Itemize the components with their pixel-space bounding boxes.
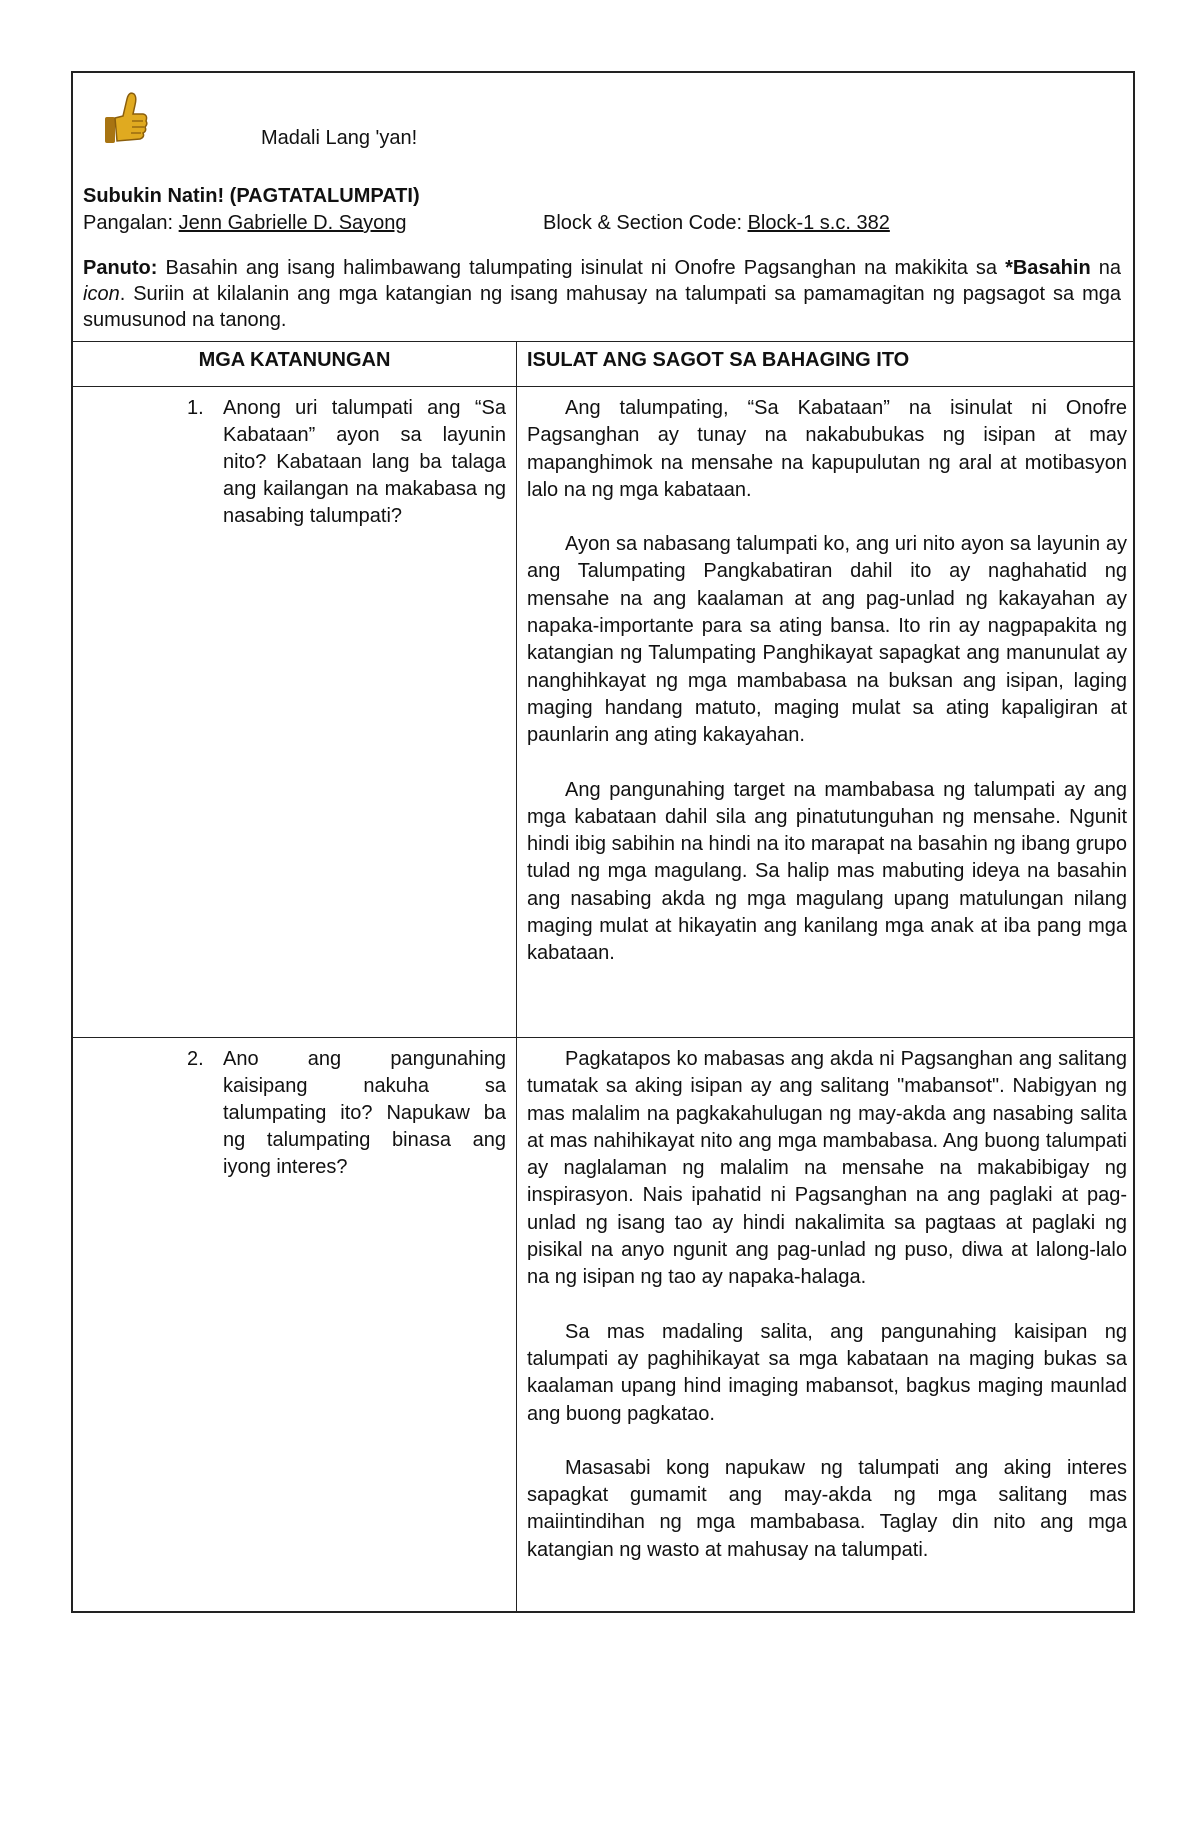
table-header [73,342,1133,387]
thumbs-up-icon [99,87,149,149]
table-row [73,387,1133,1038]
instructions-text: Basahin ang isang halimbawang talumpating isinulat ni Onofre Pagsanghan na makikita sa [157,257,1006,279]
instructions-text: . Suriin at kilalanin ang mga katangian ng isang mahusay na talumpati sa pamamagitan ng pagsagot sa mga sumusunod na tanong. [83,283,1121,331]
answer-cell [517,1038,1133,1611]
name-label: Pangalan: [83,212,179,234]
code-label: Block & Section Code: [543,212,748,234]
code-value: Block-1 s.c. 382 [747,212,890,234]
instructions-italic: icon [83,283,120,305]
answer-cell [517,387,1133,1037]
answer-paragraph: Ang talumpating, “Sa Kabataan” na isinulat ni Onofre Pagsanghan ay tunay na nakabubukas ng isipan at may mapanghimok na mensahe na kapupulutan ng aral at motibasyon lalo na ng mga kabataan. [527,397,1127,501]
activity-title: Madali Lang 'yan! [261,127,418,149]
instructions-label: Panuto: [83,257,158,279]
question-text: Anong uri talumpati ang “Sa Kabataan” ayon sa layunin nito? Kabataan lang ba talaga ang kailangan na makabasa ng nasabing talumpati? [223,397,506,527]
table-row [73,1038,1133,1611]
answer-paragraph: Ang pangunahing target na mambabasa ng talumpati ay ang mga kabataan dahil sila ang pinatutunguhan ng mensahe. Ngunit hindi ibig sabihin na hindi na ito marapat na basahin ng ibang grupo tulad ng mga magulang. Sa halip mas mabuting ideya na basahin ang nasabing akda ng mga magulang upang matulungan nilang maging mulat at hikayatin ang kanilang mga anak at iba pang mga kabataan. [527,778,1127,965]
question-cell [73,1038,517,1611]
question-text: Ano ang pangunahing kaisipang nakuha sa talumpating ito? Napukaw ba ng talumpating binasa ang iyong interes? [223,1048,506,1178]
answer-paragraph: Pagkatapos ko mabasas ang akda ni Pagsanghan ang salitang tumatak sa aking isipan ay ang salitang "mabansot". Nabigyan ng mas malalim na pagkakahulugan ng may-akda ang nasabing salita at mas nahihikayat nito ang mga mambabasa. Ang buong talumpati ay naglalaman ng malalim na mensahe na makabibigay ng inspirasyon. Nais ipahatid ni Pagsanghan na ang paglaki at pag-unlad ng isang tao ay hindi nakalimita sa pagtaas at paglaki ng pisikal na anyo ngunit ang pag-unlad ng puso, diwa at lalong-lalo na ng isipan ng tao ay napaka-halaga. [527,1048,1127,1289]
section-code-line [543,212,890,235]
name-line [83,212,407,235]
sheet-header [73,73,1133,342]
activity-sheet [71,71,1135,1613]
question-number: 1. [187,397,204,419]
column-header-questions: MGA KATANUNGAN [73,342,517,386]
answer-paragraph: Masasabi kong napukaw ng talumpati ang aking interes sapagkat gumamit ang may-akda ng mga salitang mas maiintindihan ng mga mambabasa. Taglay din nito ang mga katangian ng wasto at mahusay na talumpati. [527,1456,1127,1561]
answer-paragraph: Sa mas madaling salita, ang pangunahing kaisipan ng talumpati ay paghihikayat sa mga kabataan na maging bukas sa kaalaman upang hind imaging mabansot, bagkus maging maunlad ang buong pagkatao. [527,1320,1127,1425]
instructions-bold: *Basahin [1005,257,1091,279]
section-title: Subukin Natin! (PAGTATALUMPATI) [83,185,420,207]
instructions [83,255,1121,333]
column-header-answers: ISULAT ANG SAGOT SA BAHAGING ITO [527,349,910,371]
instructions-text: na [1090,257,1121,279]
name-value: Jenn Gabrielle D. Sayong [178,212,407,234]
question-number: 2. [187,1048,204,1070]
answer-paragraph: Ayon sa nabasang talumpati ko, ang uri nito ayon sa layunin ay ang Talumpating Pangkabatiran dahil ito ay naghahatid ng mensahe na ang kaalaman at ang pag-unlad ng kakayahan ay napaka-importante para sa ating bansa. Ito rin ay nagpapakita ng katangian ng Talumpating Panghikayat sapagkat ang manunulat ay nanghihkayat ng mga mambabasa na buksan ang isipan, laging maging handang matuto, maging mulat sa ating kapaligiran at paunlarin ang ating kakayahan. [527,533,1127,747]
question-cell [73,387,517,1037]
